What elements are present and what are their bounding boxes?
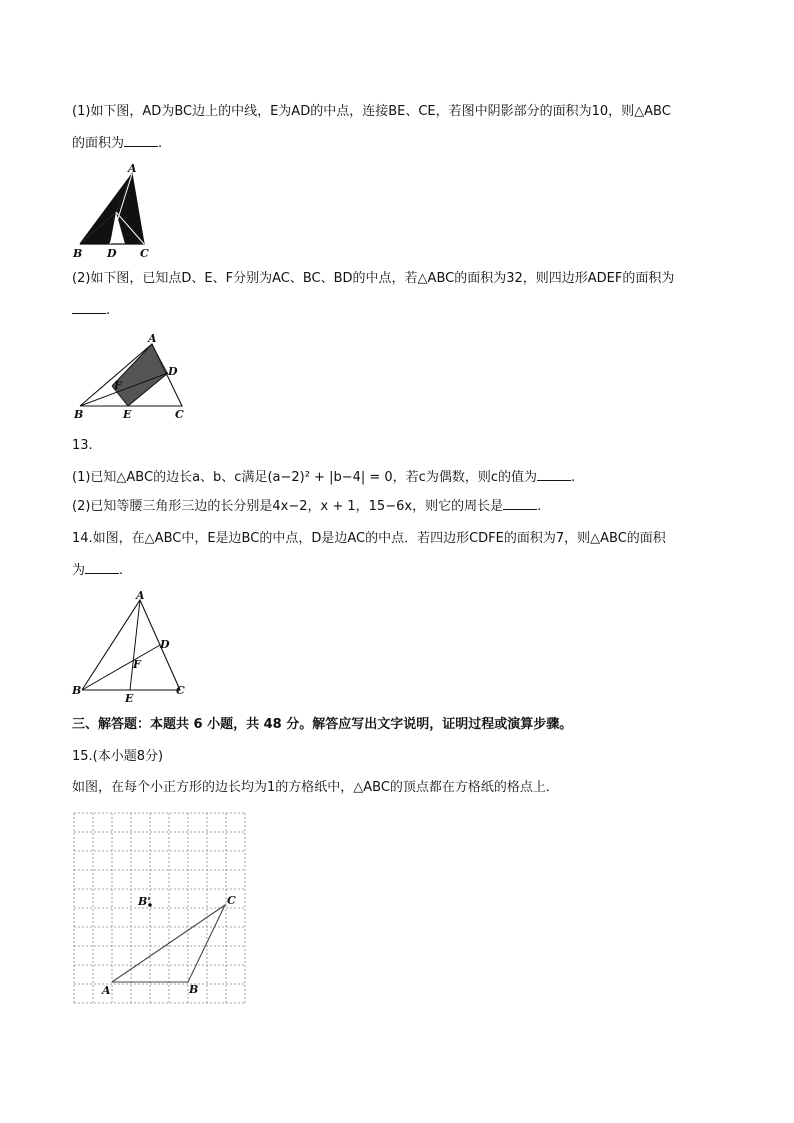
q12-part1-cont: 的面积为 . (72, 136, 163, 151)
q14-cont: 为 . (72, 563, 124, 578)
label-e: E (114, 197, 123, 210)
q12-part2-text: (2)如下图，已知点D、E、F分别为AC、BC、BD的中点，若△ABC的面积为32，则四边形ADEF的面积为 (72, 271, 675, 286)
label-a: A (136, 589, 145, 602)
label-b: B (72, 684, 82, 697)
label-c: C (227, 894, 236, 907)
label-f: F (114, 379, 122, 392)
figure-4-grid (74, 813, 246, 1003)
label-b-prime: B' (138, 895, 151, 908)
grid-lines (74, 813, 245, 1003)
q15-number: 15.(本小题8分) (72, 749, 164, 764)
q15-text: 如图，在每个小正方形的边长均为1的方格纸中，△ABC的顶点都在方格纸的格点上． (72, 780, 559, 795)
figure-3-triangle (70, 588, 195, 706)
answer-blank[interactable] (503, 497, 537, 510)
q13-part2: (2)已知等腰三角形三边的长分别是4x−2，x + 1，15−6x，则它的周长是 . (72, 499, 542, 514)
label-b: B (189, 983, 199, 996)
figure-2-triangle (72, 330, 192, 425)
answer-blank[interactable] (124, 134, 158, 147)
label-b: B (73, 247, 83, 260)
answer-blank[interactable] (85, 561, 119, 574)
label-c: C (140, 247, 149, 260)
q14-text: 14.如图，在△ABC中，E是边BC的中点，D是边AC的中点．若四边形CDFE的面积为7，则△ABC的面积 (72, 531, 666, 546)
answer-blank[interactable] (72, 301, 106, 314)
q13-number: 13. (72, 438, 93, 453)
label-d: D (107, 247, 117, 260)
figure-1-triangle (70, 160, 160, 262)
label-d: D (168, 365, 178, 378)
label-c: C (175, 408, 184, 421)
label-f: F (133, 658, 141, 671)
label-b: B (74, 408, 84, 421)
label-a: A (148, 332, 157, 345)
q12-part2-cont: . (72, 301, 110, 320)
triangle-abc (112, 905, 225, 982)
label-e: E (123, 408, 132, 421)
segment-bd (82, 645, 160, 690)
label-a: A (128, 162, 137, 175)
label-e: E (125, 692, 134, 705)
label-c: C (176, 684, 185, 697)
answer-blank[interactable] (537, 468, 571, 481)
section-3-heading: 三、解答题：本题共 6 小题，共 48 分。解答应写出文字说明，证明过程或演算步骤。 (72, 717, 573, 732)
label-d: D (160, 638, 170, 651)
q13-part1: (1)已知△ABC的边长a、b、c满足(a−2)² + |b−4| = 0，若c为偶数，则c的值为 . (72, 470, 576, 485)
q12-part1-text: (1)如下图，AD为BC边上的中线，E为AD的中点，连接BE、CE，若图中阴影部分的面积为10，则△ABC (72, 104, 671, 119)
label-a: A (102, 984, 111, 997)
